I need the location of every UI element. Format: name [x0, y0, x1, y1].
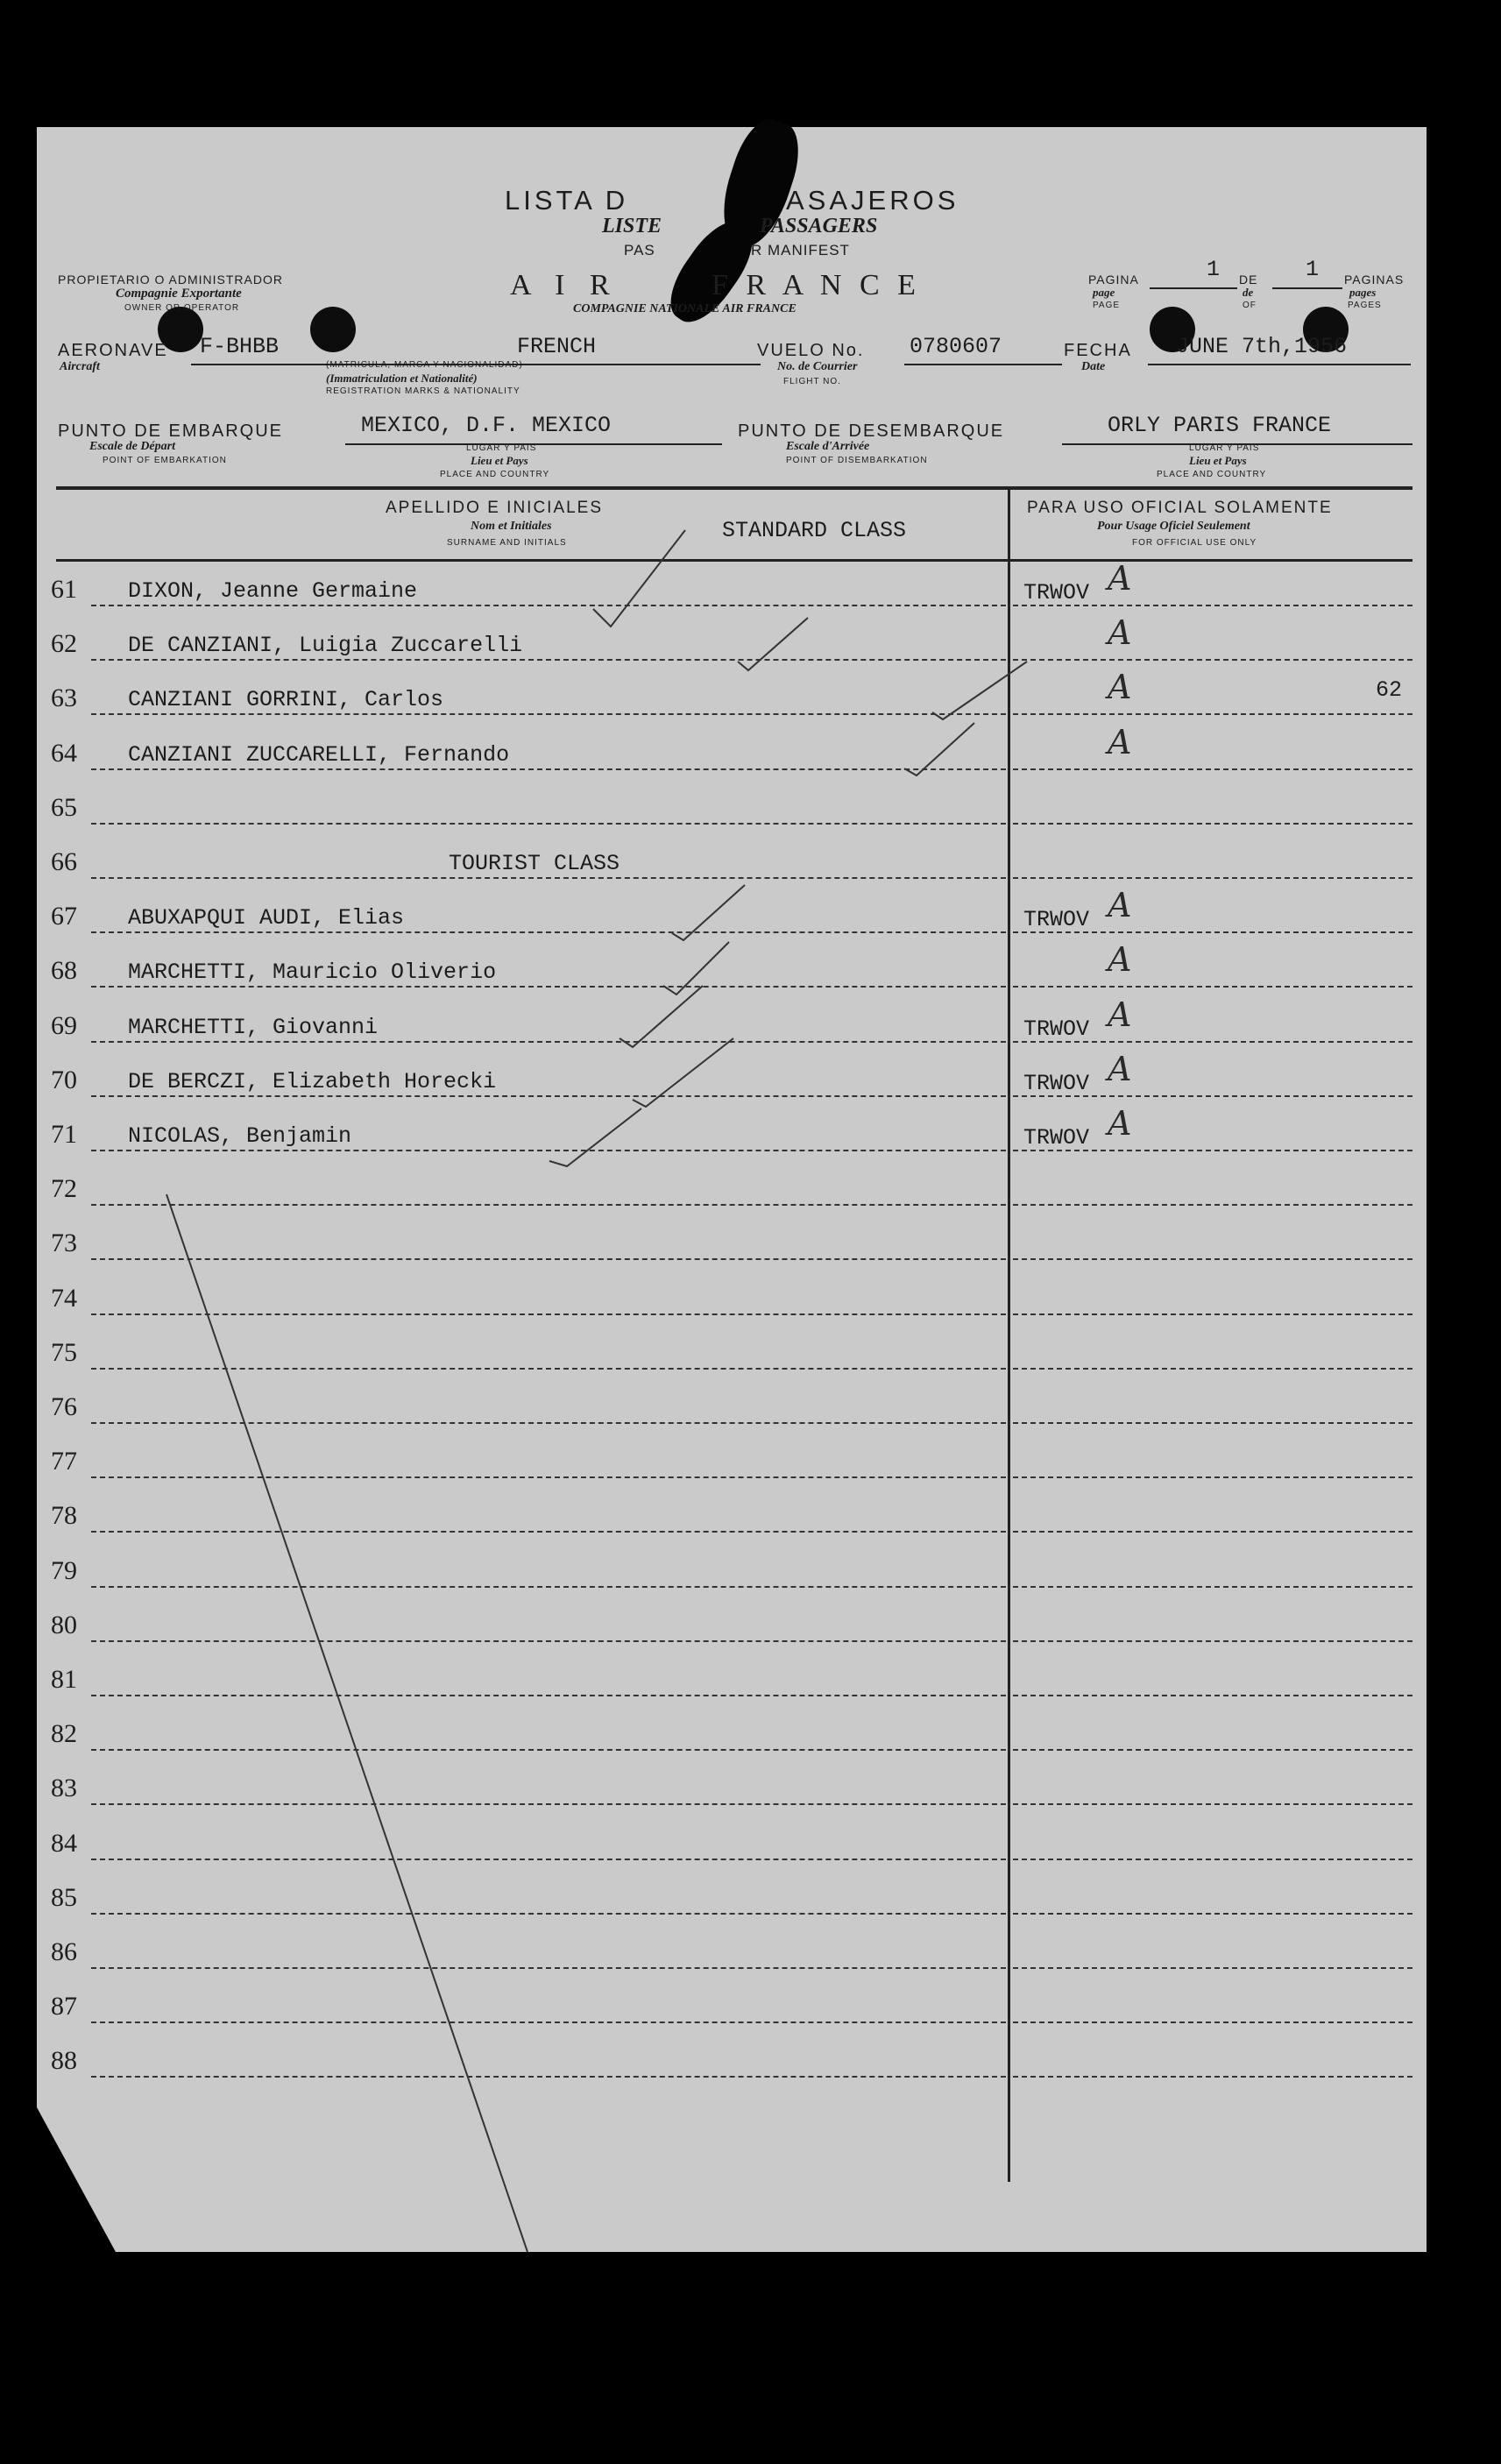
row-number: 83 — [51, 1774, 77, 1802]
row-number: 77 — [51, 1447, 77, 1476]
check-mark-icon — [549, 1108, 641, 1166]
page-number: 1 — [1207, 257, 1221, 282]
flight-label: VUELO No. — [757, 341, 865, 360]
embark-sub-en: PLACE AND COUNTRY — [440, 470, 550, 479]
disembark-sub-es: LUGAR Y PAIS — [1189, 443, 1260, 453]
aircraft-sub-es: (MATRICULA, MARCA Y NACIONALIDAD) — [326, 360, 523, 370]
approval-mark: A — [1108, 1104, 1132, 1143]
row-number: 88 — [51, 2046, 77, 2075]
embark-label-en: POINT OF EMBARKATION — [103, 456, 227, 465]
passenger-name: ABUXAPQUI AUDI, Elias — [128, 905, 405, 931]
form-title-es-right: ASAJEROS — [786, 185, 959, 216]
approval-mark: A — [1108, 995, 1132, 1034]
aircraft-label: AERONAVE — [58, 341, 168, 360]
row-number: 84 — [51, 1829, 77, 1858]
name-column-header: APELLIDO E INICIALES — [386, 499, 604, 517]
check-mark-icon — [663, 942, 729, 995]
row-number: 67 — [51, 902, 77, 931]
disembark-label-fr: Escale d'Arrivée — [786, 440, 870, 453]
date-label-fr: Date — [1081, 360, 1106, 373]
row-number: 73 — [51, 1228, 77, 1257]
official-column-header-en: FOR OFFICIAL USE ONLY — [1132, 538, 1257, 548]
row-number: 72 — [51, 1174, 77, 1203]
aircraft-label-fr: Aircraft — [60, 360, 100, 373]
row-number: 71 — [51, 1120, 77, 1149]
airline-subtitle: COMPAGNIE NATIONALE AIR FRANCE — [573, 302, 797, 315]
official-column-header: PARA USO OFICIAL SOLAMENTE — [1027, 499, 1333, 517]
name-column-header-fr: Nom et Initiales — [471, 520, 552, 533]
disembark-sub-en: PLACE AND COUNTRY — [1157, 470, 1267, 479]
approval-mark: A — [1108, 613, 1132, 652]
disembark-label-en: POINT OF DISEMBARKATION — [786, 456, 928, 465]
row-number: 68 — [51, 956, 77, 985]
pages-label: PAGINAS — [1344, 273, 1405, 287]
disembark-sub-fr: Lieu et Pays — [1189, 454, 1247, 467]
row-number: 82 — [51, 1719, 77, 1748]
check-mark-icon — [620, 986, 703, 1047]
disembark-label: PUNTO DE DESEMBARQUE — [738, 421, 1005, 441]
of-label-fr: de — [1243, 286, 1254, 299]
page-label-fr: page — [1093, 286, 1115, 299]
row-number: 64 — [51, 739, 77, 768]
row-number: 79 — [51, 1556, 77, 1585]
form-title-fr-right: PASSAGERS — [760, 215, 878, 237]
passenger-name: CANZIANI ZUCCARELLI, Fernando — [128, 742, 510, 768]
embark-sub-es: LUGAR Y PAIS — [466, 443, 537, 453]
passenger-name: DE BERCZI, Elizabeth Horecki — [128, 1069, 497, 1094]
approval-mark: A — [1108, 668, 1132, 706]
row-number: 62 — [51, 629, 77, 658]
form-title-fr-left: LISTE — [602, 215, 662, 237]
row-number: 65 — [51, 793, 77, 822]
check-mark-icon — [633, 1038, 733, 1107]
official-code: TRWOV — [1023, 1125, 1090, 1151]
row-number: 74 — [51, 1284, 77, 1313]
owner-label-fr: Compagnie Exportante — [116, 287, 242, 301]
flight-date: JUNE 7th,1956 — [1176, 334, 1348, 359]
approval-mark: A — [1108, 723, 1132, 761]
passenger-name: DIXON, Jeanne Germaine — [128, 578, 418, 604]
embark-label: PUNTO DE EMBARQUE — [58, 421, 283, 441]
aircraft-sub-fr: (Immatriculation et Nationalité) — [326, 372, 478, 385]
form-title-en-right: R MANIFEST — [751, 242, 850, 258]
row-number: 61 — [51, 575, 77, 604]
check-mark-icon — [672, 885, 745, 940]
row-number: 66 — [51, 847, 77, 876]
official-code: TRWOV — [1023, 580, 1090, 605]
disembark-place: ORLY PARIS FRANCE — [1108, 413, 1332, 438]
approval-mark: A — [1108, 886, 1132, 924]
date-label: FECHA — [1064, 341, 1132, 360]
passenger-name: DE CANZIANI, Luigia Zuccarelli — [128, 633, 523, 658]
aircraft-sub-en: REGISTRATION MARKS & NATIONALITY — [326, 386, 520, 396]
aircraft-nationality: FRENCH — [517, 334, 597, 359]
check-mark-icon — [738, 618, 808, 670]
row-number: 76 — [51, 1392, 77, 1421]
embark-label-fr: Escale de Départ — [89, 440, 175, 453]
page-label: PAGINA — [1088, 273, 1139, 287]
row-number: 80 — [51, 1611, 77, 1639]
airline-name-right: F R A N C E — [712, 269, 921, 301]
flight-label-fr: No. de Courrier — [777, 360, 858, 373]
embark-sub-fr: Lieu et Pays — [471, 454, 528, 467]
class-heading: STANDARD CLASS — [722, 518, 907, 543]
row-number: 85 — [51, 1883, 77, 1912]
passenger-name: NICOLAS, Benjamin — [128, 1123, 352, 1149]
official-code: TRWOV — [1023, 1071, 1090, 1096]
flight-number: 0780607 — [910, 334, 1002, 359]
check-mark-icon — [904, 723, 974, 775]
embark-place: MEXICO, D.F. MEXICO — [361, 413, 612, 438]
official-column-header-fr: Pour Usage Oficiel Seulement — [1097, 520, 1250, 533]
official-code: TRWOV — [1023, 907, 1090, 932]
official-code: TRWOV — [1023, 1016, 1090, 1042]
margin-note: 62 — [1376, 677, 1403, 703]
row-number: 63 — [51, 683, 77, 712]
of-label: DE — [1239, 273, 1258, 287]
flight-label-en: FLIGHT NO. — [783, 377, 841, 386]
total-pages: 1 — [1306, 257, 1320, 282]
pages-label-en: PAGES — [1348, 301, 1382, 310]
manifest-page — [37, 127, 1427, 2252]
row-number: 78 — [51, 1501, 77, 1530]
aircraft-registration: F-BHBB — [200, 334, 280, 359]
row-number: 69 — [51, 1011, 77, 1040]
name-column-header-en: SURNAME AND INITIALS — [447, 538, 567, 548]
check-mark-icon — [932, 662, 1027, 719]
approval-mark: A — [1108, 940, 1132, 979]
class-section-label: TOURIST CLASS — [449, 851, 620, 876]
row-number: 87 — [51, 1992, 77, 2021]
row-number: 75 — [51, 1338, 77, 1367]
passenger-name: MARCHETTI, Mauricio Oliverio — [128, 959, 497, 985]
passenger-name: CANZIANI GORRINI, Carlos — [128, 687, 444, 712]
pages-label-fr: pages — [1349, 286, 1377, 299]
check-mark-icon — [593, 530, 685, 627]
annotation-marks — [37, 127, 1427, 2252]
approval-mark: A — [1108, 1050, 1132, 1088]
passenger-name: MARCHETTI, Giovanni — [128, 1015, 379, 1040]
form-title-es-left: LISTA D — [505, 185, 629, 216]
approval-mark: A — [1108, 559, 1132, 598]
form-title-en-left: PAS — [624, 242, 655, 258]
row-number: 70 — [51, 1066, 77, 1094]
page-label-en: PAGE — [1093, 301, 1121, 310]
row-number: 86 — [51, 1937, 77, 1966]
owner-label-en: OWNER OR OPERATOR — [124, 303, 240, 313]
of-label-en: OF — [1243, 301, 1257, 310]
airline-name-left: A I R — [510, 269, 619, 301]
owner-label: PROPIETARIO O ADMINISTRADOR — [58, 273, 283, 287]
row-number: 81 — [51, 1665, 77, 1694]
cancel-diagonal-line — [166, 1194, 527, 2252]
